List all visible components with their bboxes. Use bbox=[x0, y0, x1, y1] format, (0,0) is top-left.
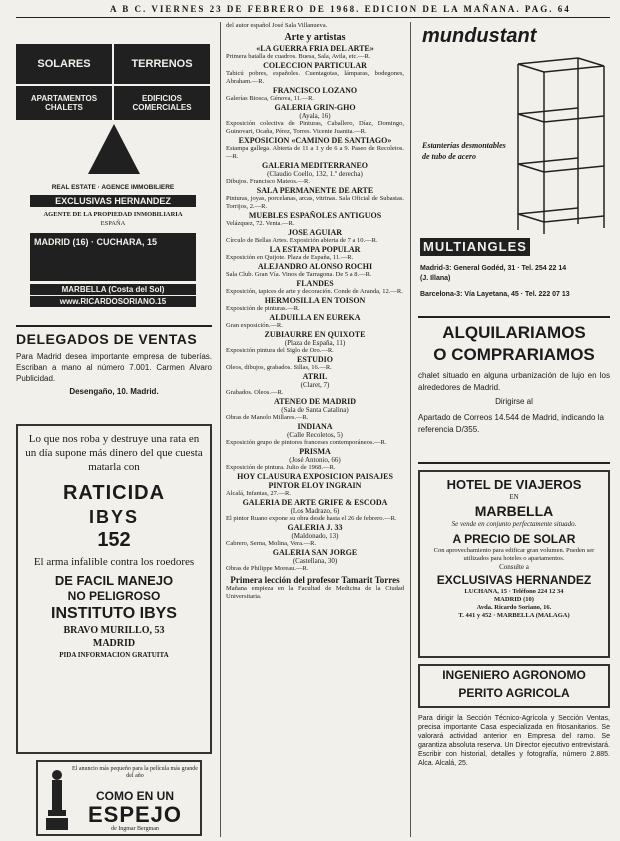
arte-final-text: Mañana empieza en la Facultad de Medicina de la Ciudad Universitaria. bbox=[226, 585, 404, 600]
arte-entry-sub: (Calle Recoletos, 5) bbox=[287, 431, 343, 439]
arte-entry-title: HOY CLAUSURA EXPOSICION PAISAJES PINTOR ELOY INGRAIN bbox=[237, 472, 393, 490]
arte-entry-title: ALEJANDRO ALONSO ROCHI bbox=[257, 262, 373, 271]
delegados-address: Desengaño, 10. Madrid. bbox=[69, 387, 159, 396]
arte-entry-text: Dibujos. Francisco Mateos.—R. bbox=[226, 178, 310, 185]
arte-entry-title: SALA PERMANENTE DE ARTE bbox=[256, 186, 374, 195]
hotel-addr4: T. 441 y 452 · MARBELLA (MALAGA) bbox=[458, 612, 570, 619]
hotel-addr2: MADRID (10) bbox=[494, 596, 534, 603]
hotel-en: EN bbox=[509, 493, 519, 501]
arte-entry-title: ZUBIAURRE EN QUIXOTE bbox=[264, 330, 366, 339]
mundustant-line3: Barcelona-3: Vía Layetana, 45 · Tel. 222 07 13 bbox=[420, 291, 570, 298]
arte-entry-text: Exposición colectiva de Pinturas, Caballero, Díaz, Domingo, Guinovart, Ocaña, Pérez, Torres. Vicente Juanita.—R. bbox=[226, 120, 404, 135]
arte-entry-sub: (Sala de Santa Catalina) bbox=[281, 406, 349, 414]
ingeniero-line2: PERITO AGRICOLA bbox=[458, 686, 570, 700]
arte-entry-text: Primera batalla de cuadros. Buesa, Sala, Avila, etc.—R. bbox=[226, 53, 371, 60]
arte-entry-text: Sala Club. Gran Vía. Vinos de Tarragona. De 5 a 8.—R. bbox=[226, 271, 372, 278]
hotel-consulte: Consulte a bbox=[499, 563, 529, 571]
alquilariamos-line2: O COMPRARIAMOS bbox=[433, 345, 595, 364]
raticida-number: 152 bbox=[97, 529, 131, 551]
arte-entry-text: Estampa gallega. Abierta de 11 a 1 y de 6 a 9. Paseo de Recoletos.—R. bbox=[226, 145, 404, 160]
arte-entry-title: MUEBLES ESPAÑOLES ANTIGUOS bbox=[248, 211, 382, 220]
solares-ad bbox=[16, 44, 212, 314]
hotel-info: Con aprovechamiento para edificar gran volumen. Pueden ser utilizados para hoteles o apartamentos. bbox=[433, 547, 595, 562]
terrenos-tile: TERRENOS bbox=[114, 44, 210, 84]
arte-entries bbox=[226, 44, 404, 573]
arte-entry-sub: (Maldonado, 13) bbox=[291, 532, 339, 540]
delegados-body: Para Madrid desea importante empresa de tuberías. Escriban a mano al número 7.001. Carmen Alvaro Publicidad. bbox=[16, 352, 212, 383]
espejo-ad bbox=[36, 760, 202, 836]
raticida-arma: El arma infalible contra los roedores bbox=[33, 556, 195, 568]
arte-entry-text: Exposición pintura del Siglo de Oro.—R. bbox=[226, 347, 334, 354]
raticida-name: RATICIDA bbox=[62, 482, 166, 504]
divider-delegados bbox=[16, 325, 212, 327]
apartamentos-tile: APARTAMENTOS CHALETS bbox=[16, 86, 112, 120]
mundustant-line2: (J. Illana) bbox=[420, 275, 451, 282]
hotel-title: HOTEL DE VIAJEROS bbox=[446, 477, 582, 492]
arte-entry-title: ALDUILLA EN EUREKA bbox=[269, 313, 361, 322]
arte-entry-title: LA ESTAMPA POPULAR bbox=[269, 245, 361, 254]
solares-address-block bbox=[30, 233, 196, 281]
arte-entry-title: ATRIL bbox=[302, 372, 328, 381]
raticida-ibys: IBYS bbox=[88, 507, 139, 527]
arte-entry-text: El pintor Ruano expone su obra desde hasta el 26 de febrero.—R. bbox=[226, 515, 397, 522]
solares-madrid: MADRID (16) · CUCHARA, 15 bbox=[34, 237, 158, 247]
arte-entry-title: FLANDES bbox=[296, 279, 334, 288]
solares-tile: SOLARES bbox=[16, 44, 112, 84]
arte-entry-sub: (Claret, 7) bbox=[300, 381, 330, 389]
hotel-note: Se vende en conjunto perfectamente situado. bbox=[451, 520, 577, 528]
arte-entry-text: Oleos, dibujos, grabados. Sillas, 16.—R. bbox=[226, 364, 332, 371]
arte-entry-text: Grabados. Oleos.—R. bbox=[226, 389, 284, 396]
arte-entry-title: GALERIA DE ARTE GRIFE & ESCODA bbox=[242, 498, 388, 507]
arte-entry-text: Exposición en Quijote. Plaza de España, 11.—R. bbox=[226, 254, 354, 261]
arte-entry-title: EXPOSICION «CAMINO DE SANTIAGO» bbox=[238, 136, 392, 145]
arte-entry-text: Alcalá, Infantas, 27.—R. bbox=[226, 490, 291, 497]
alquilariamos-body: chalet situado en alguna urbanización de lujo en los alrededores de Madrid. bbox=[418, 371, 610, 392]
raticida-nopel: NO PELIGROSO bbox=[67, 589, 161, 603]
arte-entry-sub: (Ayala, 16) bbox=[299, 112, 331, 120]
arte-entry-title: COLECCION PARTICULAR bbox=[263, 61, 367, 70]
hotel-addr1: LUCHANA, 15 · Teléfono 224 12 34 bbox=[464, 588, 564, 595]
mundustant-logo: MULTIANGLES bbox=[420, 238, 530, 256]
arte-heading: Arte y artistas bbox=[284, 32, 346, 43]
arte-column bbox=[226, 22, 404, 601]
arte-lead: del autor español José Sala Villanueva. bbox=[226, 22, 328, 29]
real-estate-line: REAL ESTATE · AGENCE IMMOBILIERE bbox=[51, 184, 175, 191]
ingeniero-box bbox=[418, 664, 610, 708]
mundustant-brand: mundustant bbox=[422, 25, 537, 47]
arte-entry-text: Velázquez, 72. Venta.—R. bbox=[226, 220, 295, 227]
arte-entry-title: JOSE AGUIAR bbox=[287, 228, 342, 237]
arte-entry-title: «LA GUERRA FRIA DEL ARTE» bbox=[256, 44, 374, 53]
statue-icon bbox=[44, 768, 70, 832]
raticida-facil: DE FACIL MANEJO bbox=[54, 573, 174, 588]
header-rule bbox=[16, 17, 610, 18]
espejo-small: El anuncio más pequeño para la película más grande del año bbox=[72, 766, 198, 779]
solares-service: AGENTE DE LA PROPIEDAD INMOBILIARIA bbox=[43, 211, 183, 218]
arte-entry-title: INDIANA bbox=[297, 422, 333, 431]
arte-final-title: Primera lección del profesor Tamarit Torres bbox=[230, 575, 400, 585]
solares-country: ESPAÑA bbox=[100, 220, 126, 227]
hotel-city: MARBELLA bbox=[474, 503, 554, 519]
hotel-addr3: Avda. Ricardo Soriano, 16. bbox=[476, 604, 552, 611]
arte-entry-title: GALERIA SAN JORGE bbox=[272, 548, 358, 557]
espejo-title: ESPEJO bbox=[87, 802, 183, 827]
raticida-info: PIDA INFORMACION GRATUITA bbox=[59, 651, 169, 659]
arte-entry-title: GALERIA MEDITERRANEO bbox=[261, 161, 368, 170]
arte-entry-text: Círculo de Bellas Artes. Exposición abierta de 7 a 10.—R. bbox=[226, 237, 378, 244]
espejo-como: COMO EN UN bbox=[96, 789, 174, 803]
arte-entry-text: Obras de Philippe Moreau.—R. bbox=[226, 565, 309, 572]
arte-entry-text: Exposición de pintura. Julio de 1968.—R. bbox=[226, 464, 336, 471]
hotel-price: A PRECIO DE SOLAR bbox=[452, 532, 576, 546]
raticida-city: MADRID bbox=[92, 638, 136, 649]
arte-entry-sub: (Castellana, 30) bbox=[292, 557, 338, 565]
arte-entry-title: ESTUDIO bbox=[296, 355, 333, 364]
alquilariamos-line1: ALQUILARIAMOS bbox=[442, 323, 586, 342]
solares-brand: EXCLUSIVAS HERNANDEZ bbox=[30, 195, 196, 207]
arte-entry-text: Pinturas, joyas, porcelanas, arcas, vitrinas. Sala Oficial de Subastas. Torrijos, 2.—R. bbox=[226, 195, 404, 210]
arte-entry-title: HERMOSILLA EN TOISON bbox=[264, 296, 366, 305]
page-header: A B C. VIERNES 23 DE FEBRERO DE 1968. EDICION DE LA MAÑANA. PAG. 64 bbox=[110, 4, 571, 14]
raticida-address: BRAVO MURILLO, 53 bbox=[63, 625, 165, 636]
espejo-director: de Ingmar Bergman bbox=[111, 826, 159, 832]
delegados-ad bbox=[16, 330, 212, 397]
arte-entry-title: ATENEO DE MADRID bbox=[273, 397, 357, 406]
arte-entry-text: Cabrero, Serna, Molina, Vera.—R. bbox=[226, 540, 317, 547]
ingeniero-line1: INGENIERO AGRONOMO bbox=[442, 668, 586, 682]
arte-entry-text: Tabicú pobres, españoles. Cuentagotas, lámparas, bodegones, Abraham.—R. bbox=[226, 70, 404, 85]
arte-entry-text: Exposición de pinturas.—R. bbox=[226, 305, 300, 312]
arte-entry-sub: (Los Madrazo, 6) bbox=[290, 507, 340, 515]
arte-entry-title: FRANCISCO LOZANO bbox=[272, 86, 358, 95]
hotel-brand: EXCLUSIVAS HERNANDEZ bbox=[436, 573, 592, 587]
arte-entry-sub: (Claudio Coello, 132, 1.º derecha) bbox=[267, 170, 363, 178]
mundustant-desc: Estanterías desmontables de tubo de acero bbox=[422, 141, 506, 161]
triangle-logo bbox=[88, 124, 140, 174]
raticida-intro: Lo que nos roba y destruye una rata en un día supone más dinero del que cuesta matarla con bbox=[25, 433, 203, 473]
mundustant-ad bbox=[418, 24, 612, 312]
arte-entry-sub: (José Antonio, 66) bbox=[289, 456, 341, 464]
divider-alquilariamos bbox=[418, 316, 610, 318]
ingeniero-body: Para dirigir la Sección Técnico-Agrícola y Sección Ventas, precisa importante Casa especializada en fitosanitarios. Se valorará actividad anterior en Empresa del ramo. Se garantiza absoluta reserva. Un Director ejecutivo entrevistará. Escribir con historial, detalles y fotografía, número 2.885. Alca. Alcalá, 25. bbox=[418, 715, 610, 767]
solares-web: www.RICARDOSORIANO.15 bbox=[30, 296, 196, 307]
raticida-ad bbox=[16, 424, 212, 754]
hotel-ad bbox=[418, 470, 610, 658]
arte-entry-title: GALERIA J. 33 bbox=[287, 523, 343, 532]
arte-entry-text: Exposición grupo de pintores franceses contemporáneos.—R. bbox=[226, 439, 387, 446]
arte-entry-text: Obras de Manolo Millares.—R. bbox=[226, 414, 309, 421]
delegados-title: DELEGADOS DE VENTAS bbox=[16, 331, 198, 347]
arte-entry-text: Galerías Biosca, Génova, 11.—R. bbox=[226, 95, 315, 102]
solares-marbella: MARBELLA (Costa del Sol) bbox=[30, 284, 196, 295]
mundustant-line1: Madrid-3: General Godéd, 31 · Tel. 254 22 14 bbox=[420, 265, 567, 272]
edificios-tile: EDIFICIOS COMERCIALES bbox=[114, 86, 210, 120]
divider-hotel bbox=[418, 462, 610, 464]
alquilariamos-dirigirse: Dirigirse al bbox=[495, 397, 533, 406]
column-rule-right bbox=[410, 22, 411, 837]
column-rule-left bbox=[220, 22, 221, 837]
arte-entry-title: PRISMA bbox=[299, 447, 331, 456]
arte-entry-title: GALERIA GRIN-GHO bbox=[274, 103, 356, 112]
raticida-instituto: INSTITUTO IBYS bbox=[51, 605, 177, 622]
arte-entry-text: Exposición, tapices de arte y decoración. Conde de Aranda, 12.—R. bbox=[226, 288, 403, 295]
arte-entry-text: Gran exposición.—R. bbox=[226, 322, 283, 329]
alquilariamos-ad bbox=[418, 322, 610, 436]
shelving-icon bbox=[514, 54, 608, 234]
alquilariamos-apartado: Apartado de Correos 14.544 de Madrid, indicando la referencia D/355. bbox=[418, 413, 604, 434]
arte-entry-sub: (Plaza de España, 11) bbox=[284, 339, 346, 347]
